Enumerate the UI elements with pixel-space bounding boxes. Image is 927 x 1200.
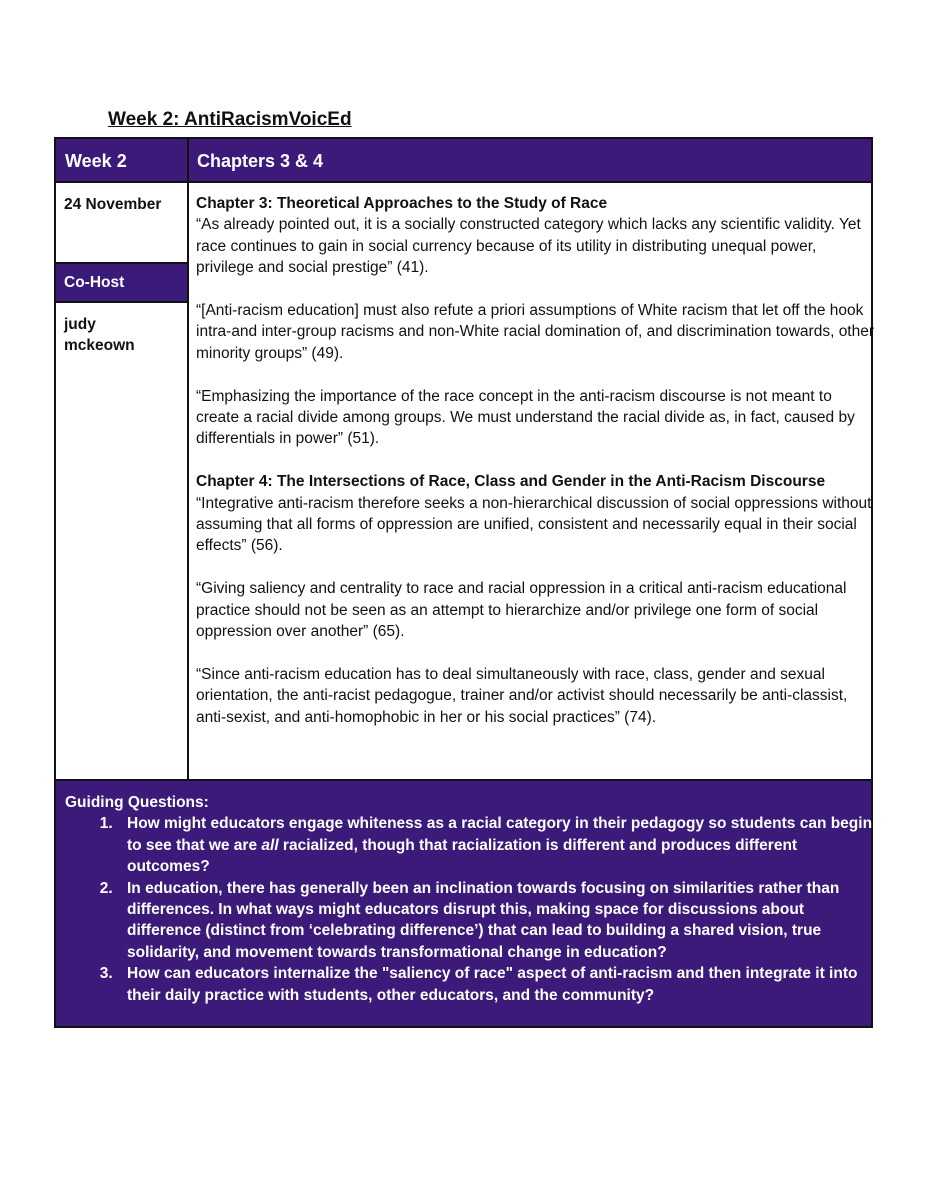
- date-cell: [56, 182, 188, 263]
- guiding-questions-list: [65, 813, 877, 1006]
- guiding-divider: [56, 779, 871, 781]
- guiding-questions-title: Guiding Questions:: [65, 794, 209, 811]
- page-title: Week 2: AntiRacismVoicEd: [108, 109, 352, 130]
- chapter3-title: Chapter 3: Theoretical Approaches to the Study of Race: [196, 195, 608, 212]
- chapter4-quote-2: “Giving saliency and centrality to race and racial oppression in a critical anti-racism educational practice should not be seen as an attempt to hierarchize and/or privilege one form of social oppression over another” (65).: [196, 580, 847, 641]
- header-divider: [56, 181, 871, 183]
- quotes-cell: [188, 182, 875, 780]
- header-chapters-cell: [188, 139, 871, 182]
- guiding-question-3: 3. How can educators internalize the "saliency of race" aspect of anti-racism and then integrate it into their daily practice with students, other educators, and the community?: [117, 963, 877, 1006]
- guiding-question-2: 2. In education, there has generally been an inclination towards focusing on similarities rather than differences. In what ways might educators disrupt this, making space for discussions about difference (distinct from ‘celebrating difference’) that can lead to building a shared vision, true solidarity, and movement towards transformational change in education?: [117, 878, 877, 964]
- chapter4-quote-1: “Integrative anti-racism therefore seeks a non-hierarchical discussion of social oppressions without assuming that all forms of oppression are unified, consistent and necessarily equal in their social effects” (56).: [196, 494, 872, 555]
- chapter3-quote-1: “As already pointed out, it is a socially constructed category which lacks any scientific validity. Yet race continues to gain in social currency because of its utility in distributing unequal power, privilege and social prestige” (41).: [196, 216, 861, 277]
- chapter4-title: Chapter 4: The Intersections of Race, Class and Gender in the Anti-Racism Discourse: [196, 473, 826, 491]
- header-chapters-label: Chapters 3 & 4: [197, 151, 324, 171]
- cohost-label: Co-Host: [64, 274, 125, 291]
- cohost-divider: [56, 301, 188, 303]
- column-divider: [187, 139, 189, 780]
- header-week-cell: [56, 139, 188, 182]
- guiding-questions-cell: [56, 780, 871, 1026]
- header-week-label: Week 2: [65, 151, 127, 171]
- date-divider: [56, 262, 188, 264]
- cohost-name: judy mckeown: [64, 316, 135, 354]
- chapter4-quote-3: “Since anti-racism education has to deal simultaneously with race, class, gender and sexual orientation, the anti-racist pedagogue, trainer and/or activist should necessarily be anti-classist, anti-sexist, and anti-homophobic in her or his social practices” (74).: [196, 665, 848, 726]
- session-date: 24 November: [64, 196, 162, 213]
- schedule-table: [54, 137, 873, 1028]
- chapter3-quote-3: “Emphasizing the importance of the race concept in the anti-racism discourse is not meant to create a racial divide among groups. We must understand the racial divide as, in fact, caused by differentials in power” (51).: [196, 387, 855, 448]
- cohost-name-cell: [56, 302, 188, 780]
- guiding-question-1: 1. How might educators engage whiteness as a racial category in their pedagogy so students can begin to see that we are all racialized, though that racialization is different and produces different outcomes?: [117, 813, 877, 877]
- chapter3-quote-2: “[Anti-racism education] must also refute a priori assumptions of White racism that let off the hook intra-and inter-group racisms and non-White racial domination of, and discrimination towards, other minority groups” (49).: [196, 302, 875, 362]
- cohost-label-cell: [56, 263, 188, 302]
